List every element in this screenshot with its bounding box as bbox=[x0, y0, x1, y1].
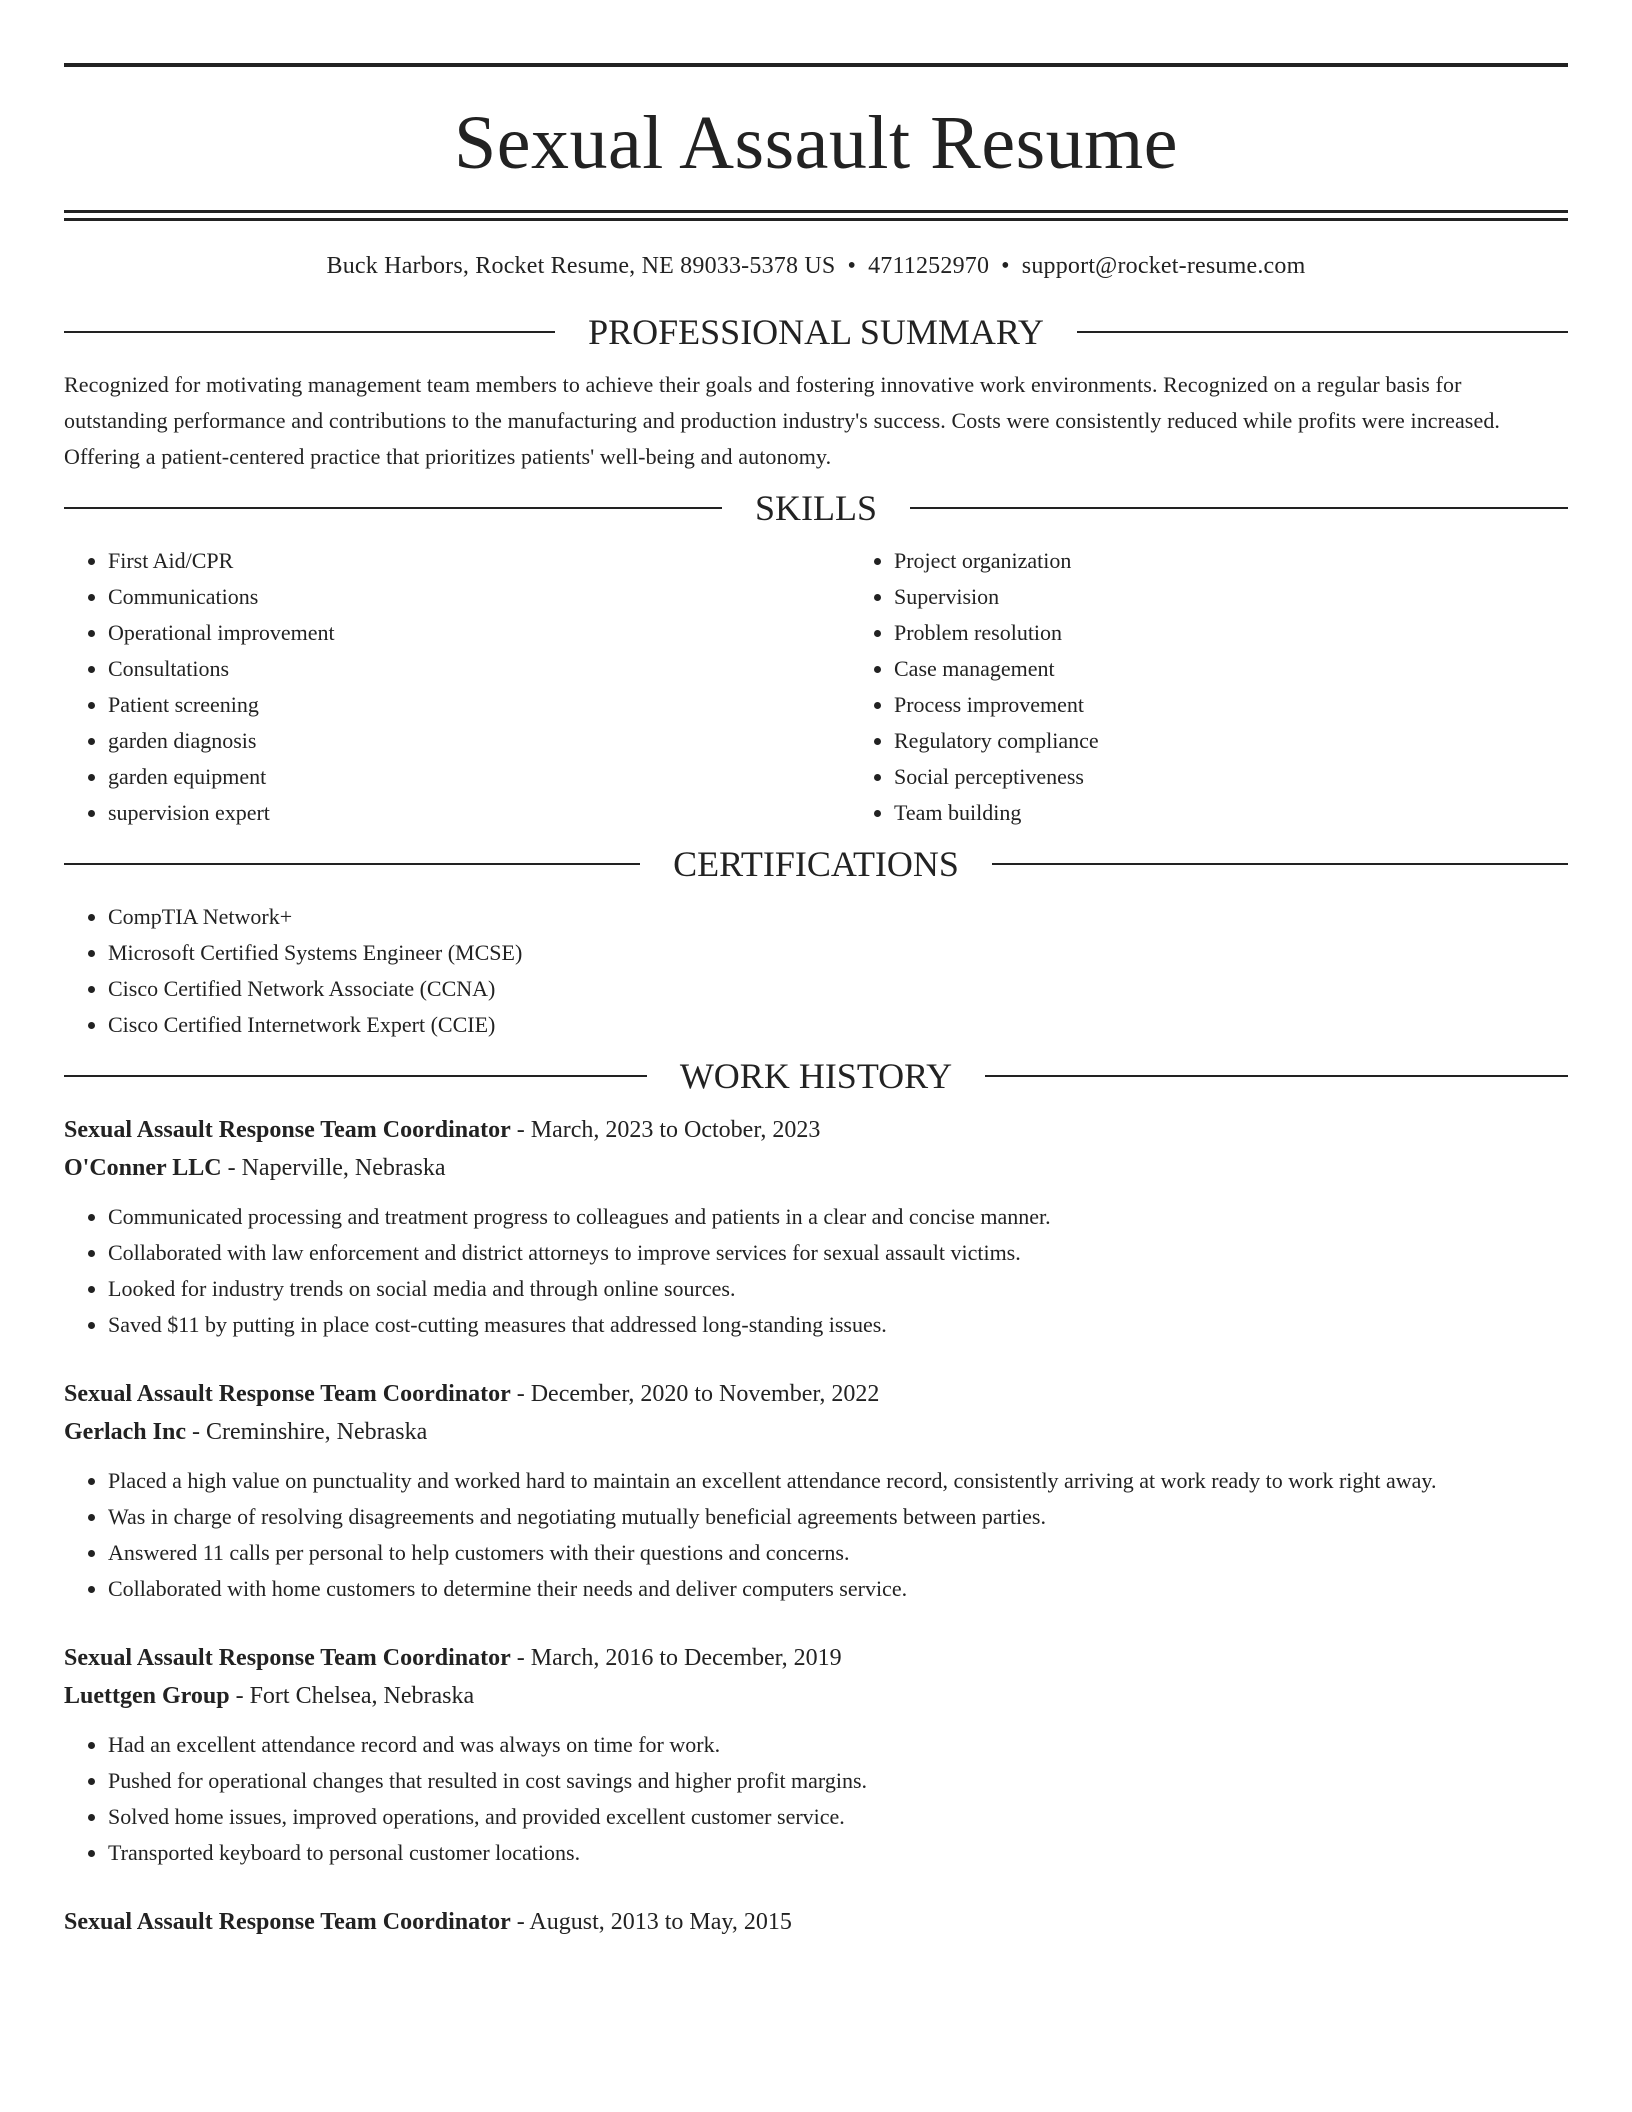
job-title-line bbox=[64, 1639, 1568, 1677]
skill-item: • Team building bbox=[894, 795, 1632, 831]
job-bullet: • Transported keyboard to personal customer locations. bbox=[108, 1835, 1568, 1871]
job-title: Sexual Assault Response Team Coordinator bbox=[64, 1909, 511, 1935]
job-title: Sexual Assault Response Team Coordinator bbox=[64, 1381, 511, 1407]
job-bullet: • Collaborated with home customers to determine their needs and deliver computers service. bbox=[108, 1571, 1568, 1607]
job-location: - Naperville, Nebraska bbox=[221, 1155, 446, 1181]
section-heading-summary bbox=[64, 311, 1568, 353]
job-dates: - August, 2013 to May, 2015 bbox=[510, 1909, 792, 1935]
certification-item: • Microsoft Certified Systems Engineer (MCSE) bbox=[108, 935, 1568, 971]
job-bullet: • Was in charge of resolving disagreements and negotiating mutually beneficial agreements between parties. bbox=[108, 1499, 1568, 1535]
job-bullet: • Looked for industry trends on social media and through online sources. bbox=[108, 1271, 1568, 1307]
certification-item: • CompTIA Network+ bbox=[108, 899, 1568, 935]
resume-title: Sexual Assault Resume bbox=[453, 101, 1178, 185]
skill-item: • Project organization bbox=[894, 543, 1632, 579]
contact-address: Buck Harbors, Rocket Resume, NE 89033-5378 US bbox=[326, 253, 836, 279]
skill-item: • Communications bbox=[108, 579, 850, 615]
section-heading-label: WORK HISTORY bbox=[679, 1056, 953, 1096]
skill-item: • garden equipment bbox=[108, 759, 850, 795]
job-dates: - March, 2023 to October, 2023 bbox=[510, 1117, 821, 1143]
skill-item: • Social perceptiveness bbox=[894, 759, 1632, 795]
skill-item: • garden diagnosis bbox=[108, 723, 850, 759]
certification-item: • Cisco Certified Internetwork Expert (CCIE) bbox=[108, 1007, 1568, 1043]
skill-item: • supervision expert bbox=[108, 795, 850, 831]
heading-rule-right bbox=[992, 863, 1568, 865]
job-title: Sexual Assault Response Team Coordinator bbox=[64, 1645, 511, 1671]
skill-item: • Supervision bbox=[894, 579, 1632, 615]
skills-grid bbox=[64, 543, 1568, 831]
skill-item: • Consultations bbox=[108, 651, 850, 687]
section-heading-certifications bbox=[64, 843, 1568, 885]
skill-item: • First Aid/CPR bbox=[108, 543, 850, 579]
section-heading-label: SKILLS bbox=[755, 488, 878, 528]
job-bullet: • Had an excellent attendance record and was always on time for work. bbox=[108, 1727, 1568, 1763]
job-bullet: • Answered 11 calls per personal to help customers with their questions and concerns. bbox=[108, 1535, 1568, 1571]
heading-rule-right bbox=[985, 1075, 1568, 1077]
job-bullets bbox=[64, 1463, 1568, 1607]
job-company: O'Conner LLC bbox=[64, 1155, 222, 1181]
heading-rule-left bbox=[64, 507, 722, 509]
heading-rule-left bbox=[64, 331, 555, 333]
skill-item: • Operational improvement bbox=[108, 615, 850, 651]
resume-page bbox=[64, 63, 1568, 1941]
job-company-line bbox=[64, 1413, 1568, 1451]
job-title-line bbox=[64, 1375, 1568, 1413]
contact-line bbox=[64, 251, 1568, 281]
job-company: Luettgen Group bbox=[64, 1683, 230, 1709]
job-title: Sexual Assault Response Team Coordinator bbox=[64, 1117, 511, 1143]
skill-item: • Patient screening bbox=[108, 687, 850, 723]
section-heading-skills bbox=[64, 487, 1568, 529]
job-entry bbox=[64, 1639, 1568, 1871]
top-rule bbox=[64, 63, 1568, 67]
skills-list-right bbox=[850, 543, 1632, 831]
job-bullets bbox=[64, 1199, 1568, 1343]
job-dates: - December, 2020 to November, 2022 bbox=[510, 1381, 880, 1407]
job-entry bbox=[64, 1903, 1568, 1941]
job-title-line bbox=[64, 1903, 1568, 1941]
job-bullet: • Saved $11 by putting in place cost-cutting measures that addressed long-standing issues. bbox=[108, 1307, 1568, 1343]
heading-rule-left bbox=[64, 1075, 647, 1077]
certifications-list bbox=[64, 899, 1568, 1043]
job-bullet: • Communicated processing and treatment progress to colleagues and patients in a clear and concise manner. bbox=[108, 1199, 1568, 1235]
heading-rule-right bbox=[1077, 331, 1568, 333]
job-entry bbox=[64, 1375, 1568, 1607]
job-bullet: • Placed a high value on punctuality and worked hard to maintain an excellent attendance record, consistently arriving at work ready to work right away. bbox=[108, 1463, 1568, 1499]
job-title-line bbox=[64, 1111, 1568, 1149]
job-bullet: • Collaborated with law enforcement and district attorneys to improve services for sexual assault victims. bbox=[108, 1235, 1568, 1271]
section-heading-label: CERTIFICATIONS bbox=[673, 844, 959, 884]
skill-item: • Case management bbox=[894, 651, 1632, 687]
contact-separator: • bbox=[847, 253, 857, 279]
skill-item: • Problem resolution bbox=[894, 615, 1632, 651]
skill-item: • Regulatory compliance bbox=[894, 723, 1632, 759]
job-location: - Fort Chelsea, Nebraska bbox=[229, 1683, 475, 1709]
job-company-line bbox=[64, 1677, 1568, 1715]
job-bullet: • Pushed for operational changes that resulted in cost savings and higher profit margins. bbox=[108, 1763, 1568, 1799]
heading-rule-left bbox=[64, 863, 640, 865]
skill-item: • Process improvement bbox=[894, 687, 1632, 723]
section-heading-work-history bbox=[64, 1055, 1568, 1097]
job-bullet: • Solved home issues, improved operations, and provided excellent customer service. bbox=[108, 1799, 1568, 1835]
job-bullets bbox=[64, 1727, 1568, 1871]
job-dates: - March, 2016 to December, 2019 bbox=[510, 1645, 842, 1671]
skills-list-left bbox=[64, 543, 850, 831]
heading-rule-right bbox=[910, 507, 1568, 509]
job-company: Gerlach Inc bbox=[64, 1419, 186, 1445]
job-company-line bbox=[64, 1149, 1568, 1187]
job-entry bbox=[64, 1111, 1568, 1343]
contact-email: support@rocket-resume.com bbox=[1021, 253, 1306, 279]
section-heading-label: PROFESSIONAL SUMMARY bbox=[588, 312, 1044, 352]
contact-phone: 4711252970 bbox=[868, 253, 990, 279]
certification-item: • Cisco Certified Network Associate (CCNA) bbox=[108, 971, 1568, 1007]
job-location: - Creminshire, Nebraska bbox=[185, 1419, 428, 1445]
summary-text: Recognized for motivating management team members to achieve their goals and fostering innovative work environments. Recognized on a regular basis for outstanding performance and contributions to the manufacturing and production industry's success. Costs were consistently reduced while profits were increased. Offering a patient-centered practice that prioritizes patients' well-being and autonomy. bbox=[64, 372, 1501, 469]
contact-separator: • bbox=[1001, 253, 1010, 279]
title-double-rule bbox=[64, 210, 1568, 221]
